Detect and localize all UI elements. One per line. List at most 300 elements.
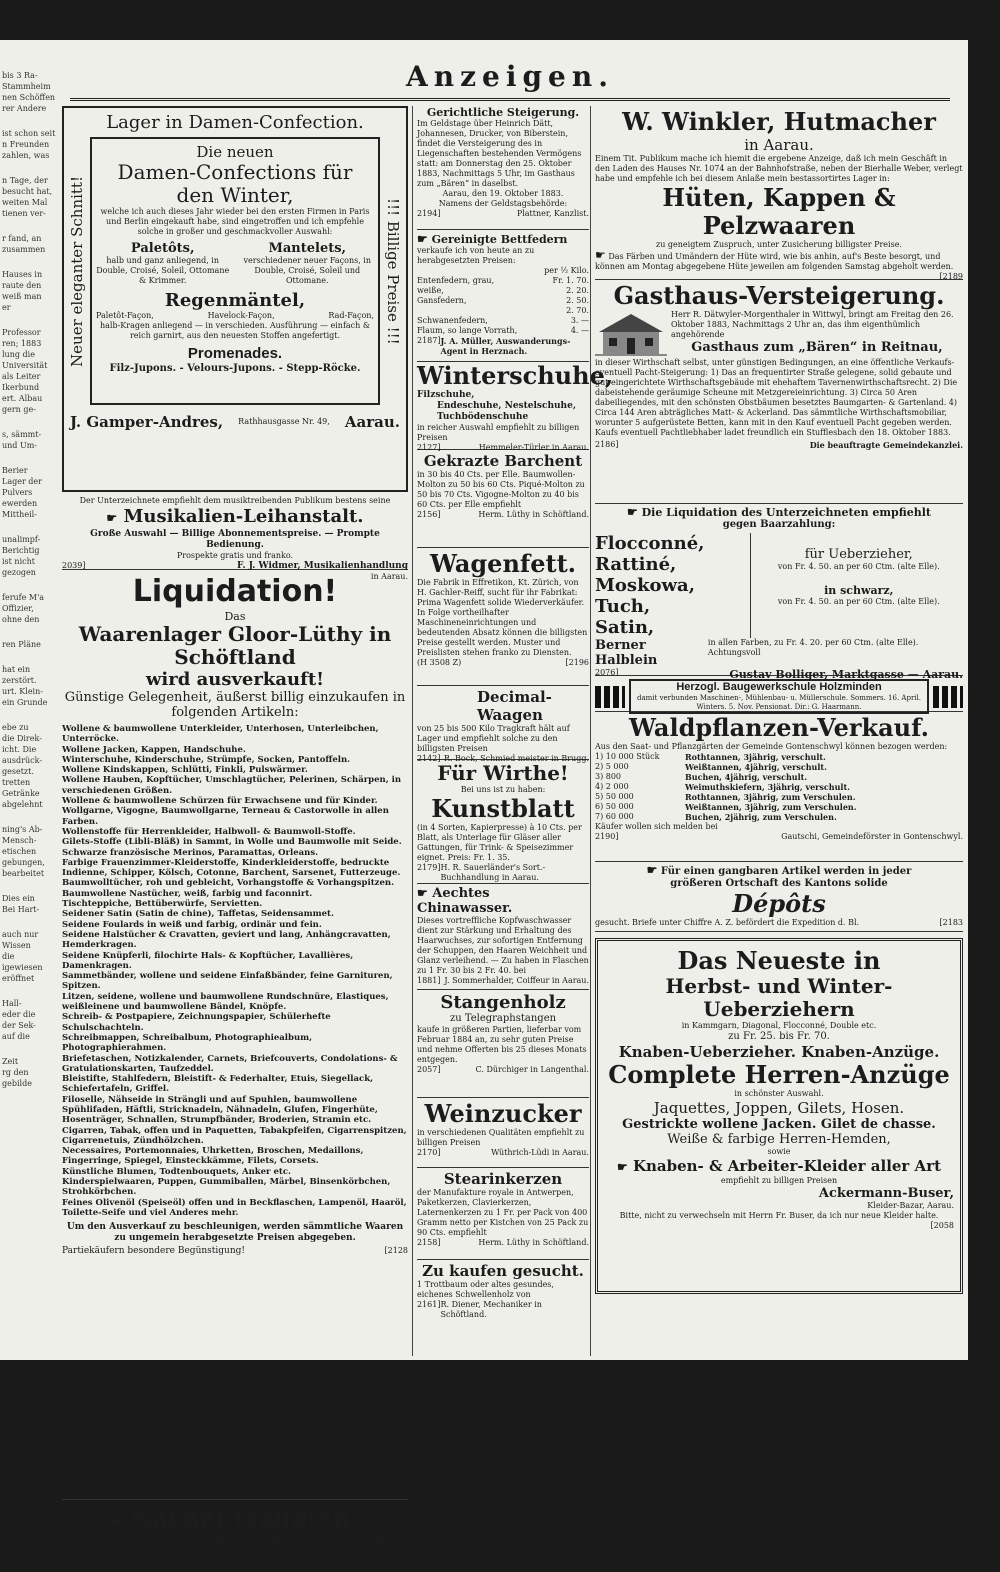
advertiser-name: Die beauftragte Gemeindekanzlei. xyxy=(809,440,963,450)
article-list-item: Schreibmappen, Schreibalbum, Photographiealbum, Photographierahmen. xyxy=(62,1032,313,1054)
margin-text-line: unalimpf- xyxy=(2,535,41,544)
ad-heading xyxy=(62,506,408,529)
margin-text-line: ning's Ab- xyxy=(2,825,43,834)
margin-text-line xyxy=(0,415,52,429)
price-text: von Fr. 4. 50. an per 60 Ctm. (alte Elle). xyxy=(777,597,940,606)
margin-text-line: rer Andere xyxy=(2,104,47,113)
ad-heading: Zu kaufen gesucht. xyxy=(422,1262,584,1280)
fabric-item: Satin, xyxy=(595,617,655,638)
ad-text: Gestrickte wollene Jacken. Gilet de chasse. xyxy=(622,1117,936,1132)
price-row-value: Fr. 1. 70. xyxy=(552,276,589,285)
ad-text: größeren Ortschaft des Kantons solide xyxy=(670,878,888,889)
fabric-item: Berner Halblein xyxy=(595,638,658,668)
ad-text: sowie xyxy=(767,1147,791,1156)
ad-text: Die Fabrik in Effretikon, Kt. Zürich, von H. Gachler-Reiff, sucht für ihr Fabrikat: Prima Wagenfett solide Wiederverkäufer. In Folge vortheilhafter Maschineneinrichtungen und bedeutenden Absatz können die billigsten Preise gestellt werden. Muster und Preislisten stehen franko zu Diensten. xyxy=(417,578,588,657)
advertiser-name: Ackermann-Buser, xyxy=(818,1186,954,1201)
ad-heading: Gereinigte Bettfedern xyxy=(431,233,568,246)
article-list-item: Farbige Frauenzimmer-Kleiderstoffe, Kinderkleiderstoffe, bedruckte Indienne, Schipper, Kölsch, Cotonne, Barchent, Sarsenet, Futterzeuge. xyxy=(62,857,401,879)
margin-text-line: Universität xyxy=(2,361,48,370)
ad-text: Dieses vortreffliche Kopfwaschwasser dient zur Stärkung und Erhaltung des Haarwuchses, zur sofortigen Entfernung der Schuppen, den Haaren Weichheit und Glanz verleihend. — Zu haben in Flaschen zu 1 Fr. 30 bis 2 Fr. 40. bei xyxy=(417,916,589,975)
plant-type: Weißtannen, 3jährig, zum Verschulen. xyxy=(685,802,857,812)
left-margin-column xyxy=(0,70,56,1360)
margin-text-line xyxy=(0,219,52,233)
ad-subheading: Paletôts, xyxy=(130,241,195,256)
side-slogan-right: !!! Billige Preise !!! xyxy=(384,197,402,345)
article-list-item: Wollene & baumwollene Schürzen für Erwachsene und für Kinder. xyxy=(62,796,378,807)
margin-text-line: ein Grunde xyxy=(2,698,48,707)
ad-text: Die neuen xyxy=(196,143,274,161)
price-row-item: weiße, xyxy=(417,286,444,295)
ad-text: empfiehlt zu billigen Preisen xyxy=(720,1176,838,1185)
ad-text: verschiedener neuer Façons, in Double, Croisé, Soleil und Ottomane. xyxy=(243,256,372,285)
ad-text: Der Unterzeichnete empfiehlt dem musiktreibenden Publikum bestens seine xyxy=(79,496,391,505)
ad-text: Um den Ausverkauf zu beschleunigen, werden sämmtliche Waaren zu ungemein herabgesetzte Preisen abgegeben. xyxy=(66,1222,404,1244)
ad-gasthaus-versteigerung xyxy=(595,280,963,504)
ad-title: Aechtes Chinawasser. xyxy=(417,886,513,916)
ad-reference-number: 2158] xyxy=(417,1238,441,1247)
article-list-item: Cigarren, Tabak, offen und in Paquetten, Tabakpfeifen, Cigarrenspitzen, Cigarrenetuis, Zündhölzchen. xyxy=(62,1125,407,1146)
margin-text-line: Hall- xyxy=(2,999,22,1008)
margin-text-line: icht. Die xyxy=(2,745,37,754)
advertiser-name: Wüthrich-Lüdi in Aarau. xyxy=(491,1148,589,1157)
ad-text: 1 Trottbaum oder altes gesundes, eichenes Schwellenholz von xyxy=(417,1280,554,1299)
margin-text-line: Pulvers xyxy=(2,488,33,497)
advertiser-address: Kleider-Bazar, Aarau. xyxy=(867,1201,954,1210)
margin-text-line: Ikerbund xyxy=(2,383,40,392)
article-list-item: Wollene Kindskappen, Schlütti, Finkli, Pulswärmer. xyxy=(62,765,308,776)
margin-text-line xyxy=(0,114,52,128)
margin-text-line: die Direk- xyxy=(2,734,42,743)
advertiser-name: J. Sommerhalder, Coiffeur in Aarau. xyxy=(444,976,589,985)
ad-depots xyxy=(595,862,963,932)
ad-reference-number: 2161] xyxy=(417,1300,441,1309)
margin-text-line: Mensch- xyxy=(2,836,37,845)
price-row-item: Gansfedern, xyxy=(417,296,467,305)
advertiser-name: Wilh. Hemmeler, Hafner, xyxy=(165,1548,305,1559)
column-left xyxy=(62,106,408,1569)
margin-text-line: auf die xyxy=(2,1032,30,1041)
advertiser-name: R. Diener, Mechaniker in Schöftland. xyxy=(440,1300,542,1319)
margin-text-line xyxy=(0,625,52,639)
pointing-hand-icon: ☛ xyxy=(616,1160,628,1174)
column-right xyxy=(590,106,963,1356)
plant-row xyxy=(595,752,963,762)
article-list-item: Seidener Satin (Satin de chine), Taffetas, Seidensammet. xyxy=(62,909,334,920)
article-list-item: Baumwollene Nastücher, weiß, farbig und faconnirt. xyxy=(62,888,313,899)
price-row-value: per ½ Kilo. xyxy=(544,266,589,275)
ad-subheading: Promenades. xyxy=(187,345,283,362)
ad-text: Günstige Gelegenheit, äußerst billig einzukaufen in xyxy=(64,690,406,705)
ad-text: Bei uns ist zu haben: xyxy=(460,785,546,794)
article-list-item: Litzen, seidene, wollene und baumwollene Rundschnüre, Elastiques, weißleinene und baumwollene Bändel, Knöpfe. xyxy=(62,991,389,1013)
ad-decimal-waagen xyxy=(417,686,589,763)
ad-text: Filzschuhe, xyxy=(417,390,475,400)
plant-type: Weißtannen, 4jährig, verschult. xyxy=(685,762,827,772)
fabric-item: Moskowa, xyxy=(595,575,695,596)
ad-subheading: wird ausverkauft! xyxy=(145,669,325,690)
decorative-border xyxy=(933,686,963,708)
ad-text: (in 4 Sorten, Kapierpresse) à 10 Cts. per Blatt, als Unterlage für Gläser aller Gattungen, für Trink- & Speisezimmer eignet. Preis: Fr. 1. 35. xyxy=(417,823,582,862)
plant-quantity: 4) 2 000 xyxy=(595,782,629,791)
ad-text: kaufe in größeren Partien, lieferbar vom Februar 1884 an, zu sehr guten Preise und nehme Offerten bis 25 dieses Monats entgegen. xyxy=(417,1025,587,1064)
article-list-item: Kinderspielwaaren, Puppen, Gummiballen, Märbel, Binsenkörbchen, Strohkörbchen. xyxy=(62,1177,391,1198)
advertiser-city: in Aarau. xyxy=(370,572,408,581)
margin-text-line: weiten Mal xyxy=(2,198,48,207)
ad-reference-number: [2183 xyxy=(939,918,963,927)
article-list-item: Künstliche Blumen, Todtenbouquets, Anker etc. xyxy=(62,1166,291,1177)
price-row-value: 2. 50. xyxy=(566,296,589,305)
plant-type: Buchen, 4jährig, verschult. xyxy=(685,772,808,782)
ad-reference-number: 2186] xyxy=(595,440,619,449)
margin-text-line xyxy=(0,451,52,465)
margin-text-line: n Freunden xyxy=(2,140,50,149)
ad-bettfedern xyxy=(417,230,589,362)
margin-text-line: gebungen, xyxy=(2,858,45,867)
advertiser-city: in Aarau. xyxy=(744,136,814,154)
ad-damen-confection xyxy=(62,106,408,492)
margin-text-line: ren Pläne xyxy=(2,640,41,649)
advertiser-name: Herm. Lüthy in Schöftland. xyxy=(478,1238,589,1247)
pointing-hand-icon: ☛ xyxy=(646,863,658,877)
ad-subheading: Herbst- und Winter-Ueberziehern xyxy=(665,974,893,1021)
ad-heading: Für Wirthe! xyxy=(437,761,569,785)
margin-text-line: ist nicht xyxy=(2,557,35,566)
ad-subheading: Waarenlager Gloor-Lüthy in Schöftland xyxy=(78,622,392,669)
margin-text-line: weiß man xyxy=(2,292,42,301)
article-list-item: Necessaires, Portemonnaies, Uhrketten, Broschen, Medaillons, Fingerringe, Spiegel, Einsteckkämme, Filets, Corsets. xyxy=(62,1146,364,1167)
plant-quantity: 7) 60 000 xyxy=(595,812,634,821)
advertiser-name: Gustav Bolliger, Marktgasse — Aarau. xyxy=(729,668,963,681)
margin-text-line: tienen ver- xyxy=(2,209,46,218)
ad-text: Herr R. Dätwyler-Morgenthaler in Wittwyl, bringt am Freitag den 26. Oktober 1883, Nachmittags 2 Uhr an, das ihm eigenthümlich angehörende xyxy=(671,310,954,339)
pointing-hand-icon: ☛ xyxy=(595,248,606,262)
plant-type: Rothtannen, 3jährig, verschult. xyxy=(685,752,826,762)
ad-chinawasser xyxy=(417,884,589,990)
ad-heading: Damen-Confections für den Winter, xyxy=(117,160,353,207)
margin-text-line xyxy=(0,161,52,175)
margin-text-line: Wissen xyxy=(2,941,31,950)
price-row xyxy=(417,286,589,296)
pointing-hand-icon: ☛ xyxy=(417,886,428,900)
plant-row xyxy=(595,782,963,792)
margin-text-line: gezogen xyxy=(2,568,36,577)
plant-row xyxy=(595,802,963,812)
margin-text-line: n Tage, der xyxy=(2,176,48,185)
ad-zu-kaufen xyxy=(417,1260,589,1330)
ad-text: der Manufakture royale in Antwerpen, Paketkerzen, Clavierkerzen, Laternenkerzen zu 1 Fr. per Pack von 400 Gramm netto per Kistchen von 25 Pack zu 90 Cts. empfiehlt xyxy=(417,1188,589,1237)
margin-text-line: ausdrück- xyxy=(2,756,43,765)
ad-subheading: Kunstblatt xyxy=(431,794,575,823)
ad-text: Prospekte gratis und franko. xyxy=(176,551,294,560)
article-list-item: Wollene Jacken, Kappen, Handschuhe. xyxy=(62,744,246,755)
plant-type: Buchen, 2jährig, zum Verschulen. xyxy=(685,812,837,822)
ad-subheading: Hüten, Kappen & Pelzwaaren xyxy=(662,183,896,240)
margin-text-line: und Um- xyxy=(2,441,37,450)
margin-text-line: Stammheim xyxy=(2,82,51,91)
plant-quantity: 5) 50 000 xyxy=(595,792,634,801)
ad-heading: Weinzucker xyxy=(424,1099,582,1128)
plant-type: Weimuthskiefern, 3jährig, verschult. xyxy=(685,782,850,792)
advertiser-name: J. A. Müller, Auswanderungs-Agent in Herznach. xyxy=(440,336,571,356)
margin-text-line: ferufe M'a xyxy=(2,593,45,602)
margin-text-line: bis 3 Ra- xyxy=(2,71,38,80)
ad-text: halb-Kragen anliegend — in verschieden. Ausführung — einfach & reich garnirt, aus den neuesten Stoffen angefertigt. xyxy=(100,321,370,340)
ad-text: Große Auswahl — Billige Abonnementspreise. — Prompte Bedienung. xyxy=(90,529,380,550)
ad-subheading: Knaben- & Arbeiter-Kleider aller Art xyxy=(632,1157,942,1175)
ad-text: Bitte, nicht zu verwechseln mit Herrn Fr. Buser, da ich nur neue Kleider halte. xyxy=(619,1211,939,1220)
margin-text-line: zusammen xyxy=(2,245,46,254)
pointing-hand-icon: ☛ xyxy=(106,511,118,525)
article-list xyxy=(62,724,408,1218)
page-header xyxy=(70,58,950,101)
ad-text: damit verbunden Maschinen-, Mühlenbau- u. Müllerschule. Sommers. 16. April. Winters. 5. Nov. Pensionat. Dir.: G. Haarmann. xyxy=(637,694,921,711)
ad-reference-number: [2189 xyxy=(939,272,963,281)
ad-text: Paletôt-Façon, xyxy=(96,311,154,320)
advertiser-name: C. Dürchiger in Langenthal. xyxy=(475,1065,589,1074)
margin-text-line: auch nur xyxy=(2,930,39,939)
ad-heading: Gerichtliche Steigerung. xyxy=(426,106,580,119)
ad-date: Aarau, den 19. Oktober 1883. xyxy=(442,189,564,198)
margin-text-line xyxy=(0,810,52,824)
ad-reference-number: 1881] xyxy=(417,976,441,985)
ad-reference-number: [2128 xyxy=(384,1246,408,1256)
fabric-item: Rattiné, xyxy=(595,554,677,575)
margin-text-line: eder die xyxy=(2,1010,36,1019)
ad-text: zu geneigtem Zuspruch, unter Zusicherung billigster Preise. xyxy=(656,240,902,249)
plant-quantity: 1) 10 000 Stück xyxy=(595,752,660,761)
fabric-item: Tuch, xyxy=(595,596,651,617)
ad-text: Filz-Jupons. - Velours-Jupons. - Stepp-Röcke. xyxy=(109,363,361,374)
ad-kunstblatt xyxy=(417,760,589,884)
fabric-item: Flocconné, xyxy=(595,533,705,554)
ad-text: welche ich auch dieses Jahr wieder bei den ersten Firmen in Paris und Berlin eingekauft habe, sind eingetroffen und ich empfehle solche in großer und geschmackvoller Auswahl: xyxy=(100,207,370,236)
ad-stearinkerzen xyxy=(417,1168,589,1260)
ad-subheading: Regenmäntel, xyxy=(164,290,306,311)
inn-building-illustration xyxy=(595,310,667,358)
ad-text: Das Färben und Umändern der Hüte wird, wie bis anhin, auf's Beste besorgt, und können am Montag abgegebene Hüte jeweilen am folgenden Samstag abgeholt werden. xyxy=(595,252,954,271)
ad-barchent xyxy=(417,450,589,548)
margin-text-line xyxy=(0,255,52,269)
ad-text: Das xyxy=(224,610,246,623)
ad-wagenfett xyxy=(417,548,589,686)
ad-heading: Decimal-Waagen xyxy=(477,688,552,724)
ad-reference-number: 2179] xyxy=(417,863,441,872)
pointing-hand-icon: ☛ xyxy=(627,505,638,519)
ad-heading: Stearinkerzen xyxy=(443,1170,563,1188)
page-title: Anzeigen. xyxy=(406,60,614,93)
margin-text-line: ebe zu xyxy=(2,723,29,732)
margin-text-line: Hauses in xyxy=(2,270,43,279)
advertiser-city: Aarau. xyxy=(344,413,400,431)
ad-musikalien xyxy=(62,492,408,581)
price-text: zu Fr. 25. bis Fr. 70. xyxy=(728,1031,830,1042)
margin-text-line: bearbeitet xyxy=(2,869,45,878)
side-slogan-left: Neuer eleganter Schnitt! xyxy=(68,175,86,367)
plant-type: Rothtannen, 3jährig, zum Verschulen. xyxy=(685,792,856,802)
ad-reference-number: 2156] xyxy=(417,510,441,519)
ad-reference-number: 2190] xyxy=(595,832,619,841)
article-list-item: Sammetbänder, wollene und seidene Einfaßbänder, feine Garnituren, Spitzen. xyxy=(62,971,393,992)
margin-text-line: zahlen, was xyxy=(2,151,50,160)
margin-text-line: s, sämmt- xyxy=(2,430,42,439)
margin-text-line xyxy=(0,984,52,998)
ad-text: gegen Baarzahlung: xyxy=(722,519,836,530)
ad-heading: Lager in Damen-Confection. xyxy=(106,112,364,133)
ad-text: Aus den Saat- und Pflanzgärten der Gemeinde Gontenschwyl können bezogen werden: xyxy=(595,742,948,751)
price-row xyxy=(417,266,589,276)
article-list-item: Tischteppiche, Bettüberwürfe, Servietten. xyxy=(62,899,263,910)
margin-text-line xyxy=(0,520,52,534)
margin-text-line: Offizier, xyxy=(2,604,34,613)
margin-text-line: Professor xyxy=(2,328,41,337)
margin-text-line: ohne den xyxy=(2,615,40,624)
ad-text: Weiße & farbige Herren-Hemden, xyxy=(667,1132,891,1147)
ad-subheading: Knaben-Ueberzieher. Knaben-Anzüge. xyxy=(618,1043,940,1061)
ad-text: in 30 bis 40 Cts. per Elle. Baumwollen-Molton zu 50 bis 60 Cts. Piqué-Molton zu 50 bis 70 Cts. Vigogne-Molton zu 40 bis 60 Cts. per Elle empfiehlt xyxy=(417,470,585,509)
article-list-item: Seidene Knüpferli, filochirte Hals- & Kopftücher, Lavallières, Damenkragen. xyxy=(62,950,354,971)
ad-kachel-tragoefen xyxy=(62,1500,408,1572)
article-list-item: Seidene Foulards in weiß und farbig, ordinär und fein. xyxy=(62,919,322,930)
plant-row xyxy=(595,812,963,822)
ad-reference-number: 2170] xyxy=(417,1148,441,1157)
margin-text-line: Getränke xyxy=(2,789,40,798)
margin-text-line: Lager der xyxy=(2,477,42,486)
ad-subheading: Mantelets, xyxy=(268,241,347,256)
decorative-border xyxy=(595,686,625,708)
price-row-item: Schwanenfedern, xyxy=(417,316,488,325)
margin-text-line: etischen xyxy=(2,847,37,856)
plant-list xyxy=(595,752,963,822)
ad-text: Einem Tit. Publikum mache ich hiemit die ergebene Anzeige, daß ich mein Geschäft in den Laden des Hauses Nr. 1074 an der Bahnhofstraße, neben der Bierhalle Weber, verlegt habe und empfehle ich bei diesem Anlaße mein bestassortirtes Lager in: xyxy=(595,154,963,183)
article-list-item: Wollgarne, Vigogne, Baumwollgarne, Terneau & Castorwolle in allen Farben. xyxy=(62,806,389,827)
price-row xyxy=(417,316,589,326)
ad-text: zu Telegraphstangen xyxy=(449,1013,557,1024)
ad-text: Im Geldstage über Heinrich Dätt, Johannesen, Drucker, von Biberstein, findet die Versteigerung des in Liegenschaften bestehenden Vermögens statt: am Donnerstag den 25. Oktober 1883, Nachmittags 5 Uhr, im Gasthaus zum „Bären“ in daselbst. xyxy=(417,119,582,188)
ad-reference-number: 2142] xyxy=(417,754,441,763)
margin-text-line: ert. Albau xyxy=(2,394,43,403)
price-row-item: Flaum, so lange Vorrath, xyxy=(417,326,518,335)
margin-text-line: ewerden xyxy=(2,499,38,508)
advertiser-address: Rathhausgasse Nr. 49, xyxy=(238,417,330,426)
price-row-value: 4. — xyxy=(570,326,589,335)
ad-text: Endeschuhe, Nestelschuhe, Tuchbödenschuhe xyxy=(437,401,576,422)
pointing-hand-icon: ☛ xyxy=(417,232,428,246)
ad-text: Jaquettes, Joppen, Gilets, Hosen. xyxy=(653,1099,905,1117)
margin-text-line xyxy=(0,915,52,929)
margin-text-line xyxy=(0,879,52,893)
ad-reference-number: 2057] xyxy=(417,1065,441,1074)
article-list-item: Filoselle, Nähseide in Strängli und auf Spuhlen, baumwollene Spühlifaden, Häftli, Stricknadeln, Nähnadeln, Glufen, Fingerhüte, Hosenträger, Schnallen, Strumpfbänder, Broderien, Stramin etc. xyxy=(62,1094,378,1126)
ad-heading: Wagenfett. xyxy=(429,549,577,578)
margin-text-line: igewiesen xyxy=(2,963,43,972)
ad-reference-number: 2076] xyxy=(595,668,619,677)
ad-reference-number: 2194] xyxy=(417,209,441,218)
plant-quantity: 6) 50 000 xyxy=(595,802,634,811)
advertiser-name: H. R. Sauerländer's Sort.-Buchhandlung in Aarau. xyxy=(440,863,546,882)
price-text: von Fr. 4. 50. an per 60 Ctm. (alte Elle). xyxy=(777,562,940,571)
ad-text: Havelock-Façon, xyxy=(207,311,275,320)
ad-weinzucker xyxy=(417,1098,589,1168)
ad-reference-number: [2196 xyxy=(565,658,589,667)
ad-subheading: Complete Herren-Anzüge xyxy=(608,1060,950,1089)
margin-text-line: die xyxy=(2,952,15,961)
ad-text: in schwarz, xyxy=(824,584,894,597)
article-list-item: Gilets-Stoffe (Libli-Bläß) in Sammt, in Wolle und Baumwolle mit Seide. xyxy=(62,837,402,848)
margin-text-line xyxy=(0,313,52,327)
ad-title: Die Liquidation des Unterzeichneten empfiehlt xyxy=(641,506,931,519)
ad-herbst-winter-ueberzieher xyxy=(595,938,963,1294)
ad-heading: W. Winkler, Hutmacher xyxy=(622,107,936,136)
article-list-item: Wollene Hauben, Kopftücher, Umschlagtücher, Pelerinen, Schärpen, in verschiedenen Größen. xyxy=(62,775,402,796)
margin-text-line: urt. Klein- xyxy=(2,687,43,696)
article-list-item: Wollenstoffe für Herrenkleider, Halbwoll- & Baumwoll-Stoffe. xyxy=(62,826,356,837)
article-list-item: Schreib- & Postpapiere, Zeichnungspapier, Schülerhefte Schulschachteln. xyxy=(62,1012,331,1033)
margin-text-line: Zeit xyxy=(2,1057,19,1066)
ad-heading: Liquidation! xyxy=(132,574,338,609)
margin-text-line: gesetzt. xyxy=(2,767,34,776)
ad-heading: Das Neueste in xyxy=(677,946,881,975)
advertiser-name: Hemmeler-Türler in Aarau. xyxy=(478,443,589,452)
ad-text: in reicher Auswahl empfiehlt zu billigen Preisen xyxy=(417,423,580,442)
ad-text: Namens der Geldstagsbehörde: xyxy=(438,199,568,208)
margin-text-line: Mittheil- xyxy=(2,510,37,519)
price-row xyxy=(417,296,589,306)
ad-text: halb und ganz anliegend, in Double, Croisé, Soleil, Ottomane & Krimmer. xyxy=(96,256,230,285)
ad-text: in schönster Auswahl. xyxy=(734,1089,824,1098)
ad-text: verkaufe ich von heute an zu herabgesetzten Preisen: xyxy=(417,246,535,265)
ad-text: gesucht. Briefe unter Chiffre A. Z. befördert die Expedition d. Bl. xyxy=(595,918,860,927)
ad-subheading: Gasthaus zum „Bären“ in Reitnau, xyxy=(691,340,943,355)
margin-text-line: Bei Hart- xyxy=(2,905,40,914)
article-list-item: Baumwolltücher, roh und gebleicht, Vorhangstoffe & Vorhangspitzen. xyxy=(62,878,395,889)
ad-waldpflanzen xyxy=(595,712,963,862)
ad-heading: Waldpflanzen-Verkauf. xyxy=(629,713,929,742)
article-list-item: Schwarze französische Merinos, Paramattas, Orleans. xyxy=(62,847,319,858)
ad-text: in Kammgarn, Diagonal, Flocconné, Double etc. xyxy=(681,1021,877,1030)
ad-reference-number: [2058 xyxy=(930,1221,954,1230)
margin-text-line: lung die xyxy=(2,350,35,359)
margin-text-line xyxy=(0,650,52,664)
pointing-hand-icon: ☛ xyxy=(111,1515,123,1529)
price-row-value: 2. 20. xyxy=(566,286,589,295)
advertiser-name: F. J. Widmer, Musikalienhandlung xyxy=(236,561,408,571)
price-list xyxy=(417,266,589,336)
price-row xyxy=(417,306,589,316)
ad-heading: Stangenholz xyxy=(440,992,566,1013)
article-list-item: Feines Olivenöl (Speiseöl) offen und in Beckflaschen, Lampenöl, Haaröl, Toilette-Seife und viel Anderes mehr. xyxy=(62,1197,407,1218)
advertiser-name: Gautschi, Gemeindeförster in Gontenschwyl. xyxy=(781,832,963,841)
margin-text-line: Berichtig xyxy=(2,546,40,555)
article-list-item: Seidene Halstücher & Cravatten, geviert und lang, Anhängcravatten, Hemderkragen. xyxy=(62,929,391,951)
margin-text-line: ren; 1883 xyxy=(2,339,42,348)
price-row xyxy=(417,326,589,336)
plant-row xyxy=(595,762,963,772)
margin-text-line: er xyxy=(2,303,11,312)
price-row-value: 2. 70. xyxy=(566,306,589,315)
advertiser-name: R. Bock, Schmied meister in Brugg. xyxy=(443,754,589,763)
margin-text-line: gebilde xyxy=(2,1079,32,1088)
ad-reference-number: 2187] xyxy=(417,336,441,345)
ad-heading: Winterschuhe, xyxy=(417,361,614,390)
margin-text-line xyxy=(0,1042,52,1056)
margin-text-line: Dies ein xyxy=(2,894,35,903)
plant-quantity: 2) 5 000 xyxy=(595,762,629,771)
ad-baugewerkschule xyxy=(595,676,963,712)
ad-text: von 25 bis 500 Kilo Tragkraft hält auf Lager und empfiehlt solche zu den billigsten Preisen xyxy=(417,724,570,753)
margin-text-line: hat ein xyxy=(2,665,31,674)
ad-text: in verschiedenen Qualitäten empfiehlt zu billigen Preisen xyxy=(417,1128,585,1147)
margin-text-line: Berier xyxy=(2,466,28,475)
